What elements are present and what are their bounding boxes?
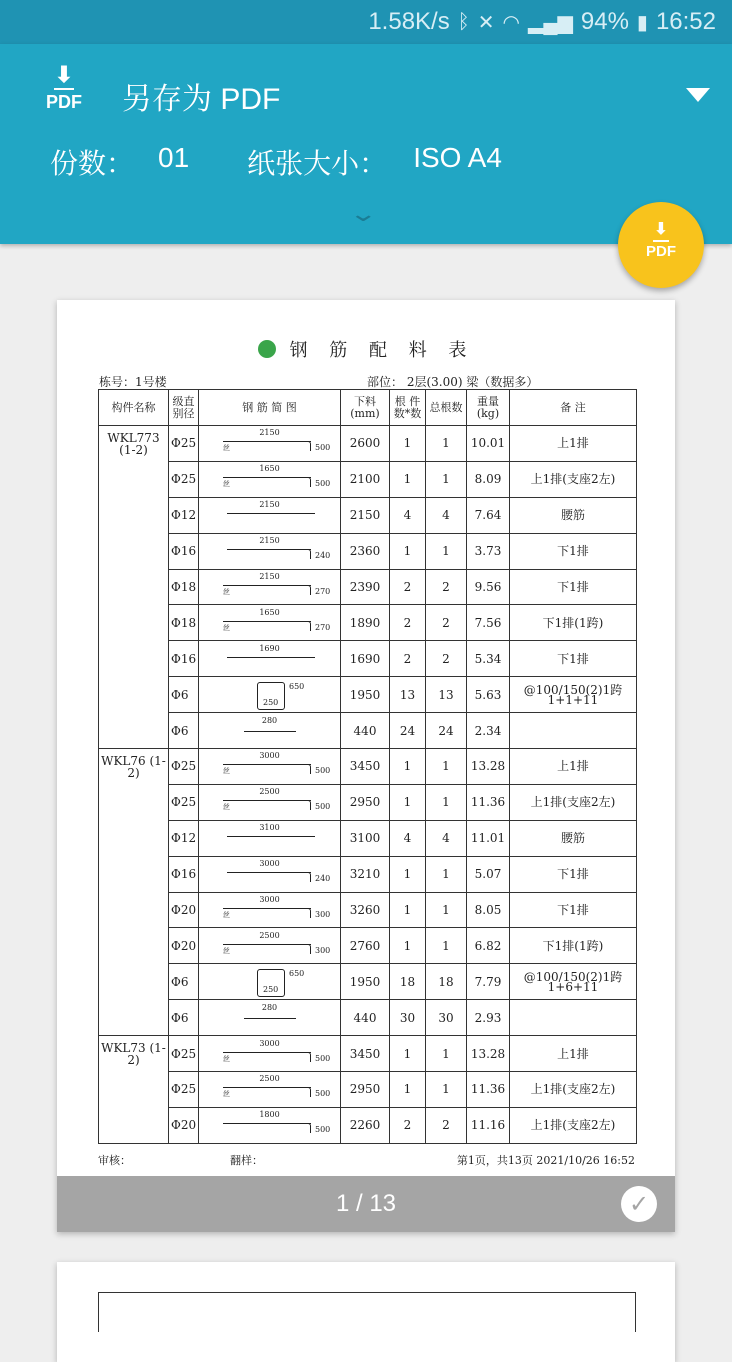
weight: 11.36 <box>467 784 510 820</box>
weight: 5.63 <box>467 677 510 713</box>
count-per: 2 <box>390 1107 426 1143</box>
count-per: 1 <box>390 426 426 462</box>
status-bar <box>0 0 732 44</box>
bar-shape-diagram: 2150 270 丝 <box>199 569 341 605</box>
bar-grade: Φ25 <box>169 749 199 785</box>
paper-size-value: ISO A4 <box>413 142 502 173</box>
bar-grade: Φ25 <box>169 1072 199 1108</box>
weight: 7.64 <box>467 497 510 533</box>
column-header: 备 注 <box>510 390 637 426</box>
bar-grade: Φ12 <box>169 497 199 533</box>
table-row <box>99 497 637 533</box>
cut-length: 2600 <box>341 426 390 462</box>
count-per: 2 <box>390 569 426 605</box>
battery-charging-icon: ▮ <box>636 11 648 34</box>
table-row <box>99 820 637 856</box>
bar-grade: Φ6 <box>169 1000 199 1036</box>
table-row <box>99 569 637 605</box>
bar-shape-diagram: 1690 <box>199 641 341 677</box>
count-per: 1 <box>390 928 426 964</box>
bar-grade: Φ20 <box>169 928 199 964</box>
cut-length: 2950 <box>341 784 390 820</box>
cut-length: 2390 <box>341 569 390 605</box>
count-per: 1 <box>390 1036 426 1072</box>
bar-shape-diagram: 3000 500 丝 <box>199 749 341 785</box>
bar-grade: Φ25 <box>169 426 199 462</box>
page-2-table-top <box>98 1292 636 1332</box>
bluetooth-icon: ᛒ <box>457 10 470 33</box>
table-row <box>99 1000 637 1036</box>
count-per: 1 <box>390 533 426 569</box>
building-number: 栋号：1号楼 <box>99 375 167 389</box>
weight: 6.82 <box>467 928 510 964</box>
count-per: 2 <box>390 641 426 677</box>
cut-length: 2760 <box>341 928 390 964</box>
column-header: 级直别径 <box>169 390 199 426</box>
cut-length: 3210 <box>341 856 390 892</box>
remark: 上1排 <box>510 749 637 785</box>
bar-shape-diagram: 280 <box>199 1000 341 1036</box>
bar-shape-diagram: 3000 300 丝 <box>199 892 341 928</box>
remark <box>510 1000 637 1036</box>
weight: 3.73 <box>467 533 510 569</box>
page-preview-1[interactable] <box>57 300 675 1232</box>
cut-length: 440 <box>341 1000 390 1036</box>
remark: 下1排 <box>510 641 637 677</box>
remark: 下1排 <box>510 856 637 892</box>
page-number: 1 / 13 <box>335 1190 397 1217</box>
bar-shape-diagram: 2150 500 丝 <box>199 426 341 462</box>
bar-grade: Φ18 <box>169 569 199 605</box>
print-options-header <box>0 44 732 244</box>
bar-grade: Φ20 <box>169 892 199 928</box>
page-indicator-bar <box>57 1176 675 1232</box>
dropdown-arrow-icon[interactable] <box>686 88 710 102</box>
cut-length: 2150 <box>341 497 390 533</box>
table-row <box>99 605 637 641</box>
bar-shape-diagram: 650 250 <box>199 964 341 1000</box>
bar-grade: Φ16 <box>169 641 199 677</box>
total-count: 1 <box>426 1072 467 1108</box>
table-row <box>99 856 637 892</box>
count-per: 1 <box>390 461 426 497</box>
remark: 上1排 <box>510 426 637 462</box>
column-header: 下料(mm) <box>341 390 390 426</box>
remark: 腰筋 <box>510 820 637 856</box>
expand-options-chevron-icon[interactable]: ⌄ <box>348 202 378 227</box>
remark: 上1排(支座2左) <box>510 1072 637 1108</box>
bar-grade: Φ25 <box>169 461 199 497</box>
sample-label: 翻样： <box>230 1154 263 1167</box>
bar-grade: Φ16 <box>169 856 199 892</box>
total-count: 2 <box>426 1107 467 1143</box>
cut-length: 1950 <box>341 964 390 1000</box>
total-count: 18 <box>426 964 467 1000</box>
bar-shape-diagram: 280 <box>199 713 341 749</box>
remark: 下1排 <box>510 533 637 569</box>
count-per: 1 <box>390 892 426 928</box>
cut-length: 2100 <box>341 461 390 497</box>
copies-value: 01 <box>158 142 190 173</box>
column-header: 钢 筋 简 图 <box>199 390 341 426</box>
bar-grade: Φ12 <box>169 820 199 856</box>
review-label: 审核： <box>98 1154 131 1167</box>
total-count: 2 <box>426 641 467 677</box>
weight: 11.01 <box>467 820 510 856</box>
bar-grade: Φ25 <box>169 1036 199 1072</box>
remark: @100/150(2)1跨1+6+11 <box>510 964 637 1000</box>
total-count: 30 <box>426 1000 467 1036</box>
column-header: 根 件数*数 <box>390 390 426 426</box>
total-count: 24 <box>426 713 467 749</box>
remark: 下1排 <box>510 569 637 605</box>
bar-shape-diagram: 2500 500 丝 <box>199 784 341 820</box>
count-per: 30 <box>390 1000 426 1036</box>
pdf-download-icon: ⬇ PDF <box>46 62 82 112</box>
bar-shape-diagram: 3100 <box>199 820 341 856</box>
remark <box>510 713 637 749</box>
bar-grade: Φ20 <box>169 1107 199 1143</box>
column-header: 重量(kg) <box>467 390 510 426</box>
total-count: 1 <box>426 856 467 892</box>
count-per: 1 <box>390 856 426 892</box>
weight: 5.07 <box>467 856 510 892</box>
table-row <box>99 641 637 677</box>
cut-length: 2360 <box>341 533 390 569</box>
printer-select[interactable]: 另存为 PDF <box>122 83 281 116</box>
total-count: 1 <box>426 928 467 964</box>
count-per: 4 <box>390 820 426 856</box>
bar-grade: Φ16 <box>169 533 199 569</box>
bar-shape-diagram: 2500 300 丝 <box>199 928 341 964</box>
bar-shape-diagram: 2150 <box>199 497 341 533</box>
page-info: 第1页，共13页 2021/10/26 16:52 <box>456 1154 635 1167</box>
logo-icon <box>258 340 276 358</box>
total-count: 13 <box>426 677 467 713</box>
count-per: 13 <box>390 677 426 713</box>
count-per: 4 <box>390 497 426 533</box>
weight: 11.16 <box>467 1107 510 1143</box>
total-count: 1 <box>426 533 467 569</box>
bar-shape-diagram: 1650 500 丝 <box>199 461 341 497</box>
count-per: 2 <box>390 605 426 641</box>
bar-shape-diagram: 2500 500 丝 <box>199 1072 341 1108</box>
remark: 上1排 <box>510 1036 637 1072</box>
bar-grade: Φ25 <box>169 784 199 820</box>
bar-shape-diagram: 3000 500 丝 <box>199 1036 341 1072</box>
total-count: 1 <box>426 461 467 497</box>
bar-grade: Φ6 <box>169 677 199 713</box>
total-count: 2 <box>426 569 467 605</box>
member-name: WKL76 (1-2) <box>99 749 169 1036</box>
count-per: 1 <box>390 784 426 820</box>
weight: 13.28 <box>467 1036 510 1072</box>
remark: 下1排 <box>510 892 637 928</box>
bar-grade: Φ6 <box>169 964 199 1000</box>
table-row <box>99 1036 637 1072</box>
page-selected-check-icon[interactable]: ✓ <box>621 1186 657 1222</box>
bar-shape-diagram: 1650 270 丝 <box>199 605 341 641</box>
count-per: 1 <box>390 1072 426 1108</box>
cut-length: 3100 <box>341 820 390 856</box>
weight: 5.34 <box>467 641 510 677</box>
total-count: 1 <box>426 1036 467 1072</box>
bar-shape-diagram: 2150 240 <box>199 533 341 569</box>
cut-length: 1890 <box>341 605 390 641</box>
table-row <box>99 533 637 569</box>
paper-size-label: 纸张大小： <box>247 148 388 179</box>
member-name: WKL73 (1-2) <box>99 1036 169 1144</box>
signal-icon: ▂▄▆ <box>527 11 573 34</box>
cut-length: 2260 <box>341 1107 390 1143</box>
weight: 10.01 <box>467 426 510 462</box>
count-per: 18 <box>390 964 426 1000</box>
total-count: 2 <box>426 605 467 641</box>
weight: 7.79 <box>467 964 510 1000</box>
bar-shape-diagram: 3000 240 <box>199 856 341 892</box>
table-header <box>99 390 637 426</box>
network-speed: 1.58K/s <box>368 8 450 35</box>
table-row <box>99 1072 637 1108</box>
table-body <box>99 426 637 1144</box>
remark: 下1排(1跨) <box>510 928 637 964</box>
rebar-schedule-table <box>98 389 637 1144</box>
column-header: 总根数 <box>426 390 467 426</box>
remark: 下1排(1跨) <box>510 605 637 641</box>
table-row <box>99 964 637 1000</box>
remark: 腰筋 <box>510 497 637 533</box>
weight: 8.09 <box>467 461 510 497</box>
location: 部位： 2层(3.00) 梁（数据多） <box>367 375 539 389</box>
total-count: 4 <box>426 497 467 533</box>
total-count: 1 <box>426 784 467 820</box>
weight: 11.36 <box>467 1072 510 1108</box>
count-per: 1 <box>390 749 426 785</box>
total-count: 1 <box>426 749 467 785</box>
cut-length: 1690 <box>341 641 390 677</box>
bar-shape-diagram: 1800 500 <box>199 1107 341 1143</box>
table-row <box>99 713 637 749</box>
weight: 7.56 <box>467 605 510 641</box>
cut-length: 3450 <box>341 749 390 785</box>
table-row <box>99 426 637 462</box>
cut-length: 1950 <box>341 677 390 713</box>
copies-label: 份数： <box>50 148 135 179</box>
bar-shape-diagram: 650 250 <box>199 677 341 713</box>
column-header: 构件名称 <box>99 390 169 426</box>
remark: 上1排(支座2左) <box>510 784 637 820</box>
document-title: 钢 筋 配 料 表 <box>57 336 675 362</box>
wifi-icon: ◠ <box>502 11 520 34</box>
weight: 2.93 <box>467 1000 510 1036</box>
table-row <box>99 749 637 785</box>
remark: @100/150(2)1跨1+1+11 <box>510 677 637 713</box>
total-count: 1 <box>426 892 467 928</box>
table-row <box>99 1107 637 1143</box>
battery-level: 94% <box>580 8 629 35</box>
total-count: 1 <box>426 426 467 462</box>
weight: 9.56 <box>467 569 510 605</box>
weight: 2.34 <box>467 713 510 749</box>
remark: 上1排(支座2左) <box>510 1107 637 1143</box>
total-count: 4 <box>426 820 467 856</box>
table-row <box>99 461 637 497</box>
bar-grade: Φ18 <box>169 605 199 641</box>
weight: 13.28 <box>467 749 510 785</box>
table-row <box>99 928 637 964</box>
save-pdf-button[interactable]: ⬇ PDF <box>618 202 704 288</box>
bar-grade: Φ6 <box>169 713 199 749</box>
remark: 上1排(支座2左) <box>510 461 637 497</box>
clock: 16:52 <box>655 8 716 35</box>
table-row <box>99 677 637 713</box>
mute-icon: ✕ <box>477 11 495 34</box>
cut-length: 3450 <box>341 1036 390 1072</box>
cut-length: 440 <box>341 713 390 749</box>
count-per: 24 <box>390 713 426 749</box>
weight: 8.05 <box>467 892 510 928</box>
table-row <box>99 892 637 928</box>
member-name: WKL773 (1-2) <box>99 426 169 749</box>
table-row <box>99 784 637 820</box>
print-summary <box>50 142 502 182</box>
cut-length: 3260 <box>341 892 390 928</box>
cut-length: 2950 <box>341 1072 390 1108</box>
page-preview-2[interactable] <box>57 1262 675 1362</box>
